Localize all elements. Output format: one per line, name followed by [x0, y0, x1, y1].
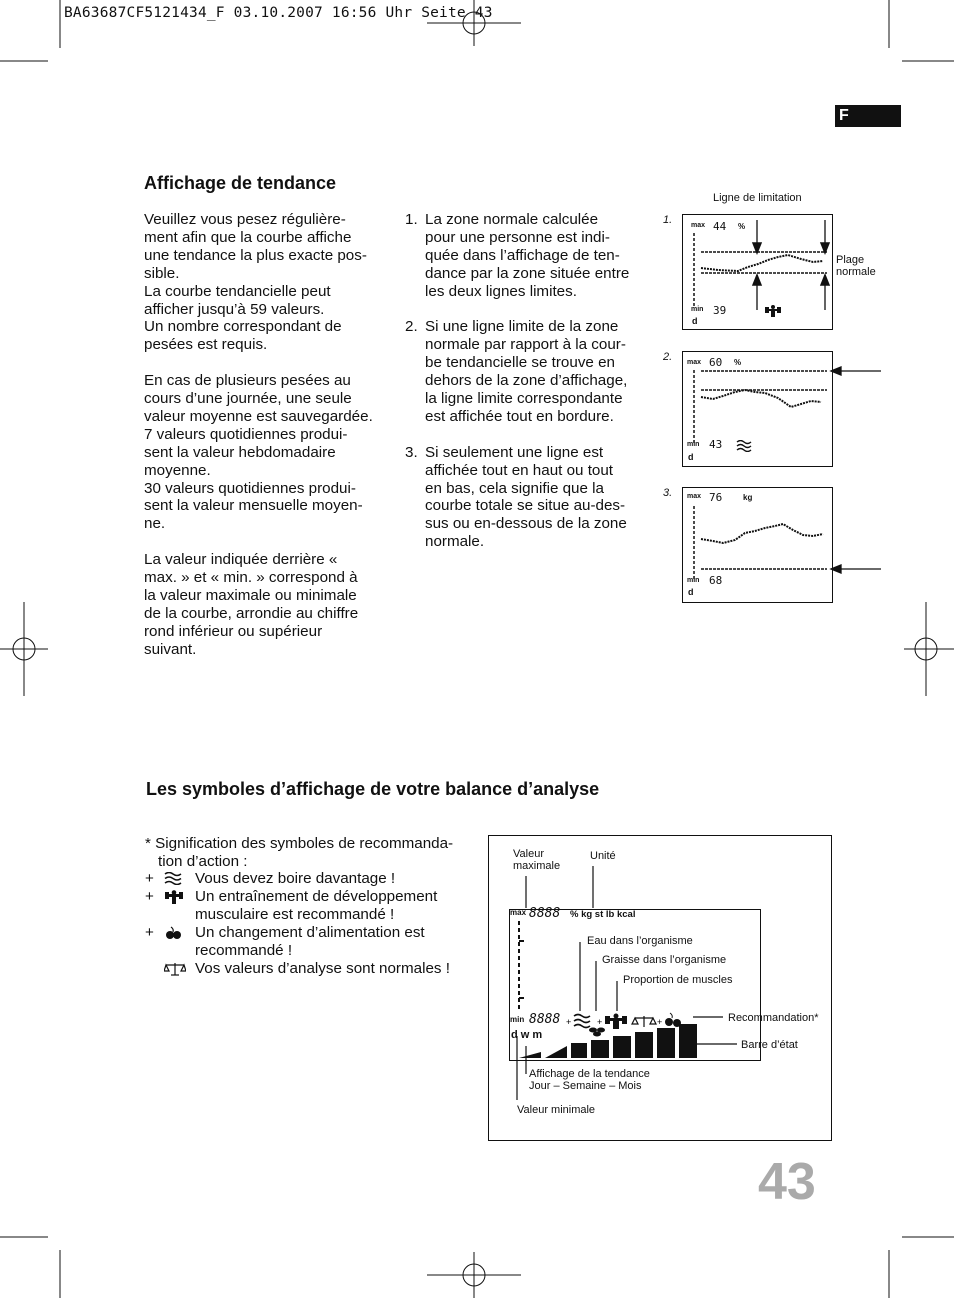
- body-line: La courbe tendancielle peut: [144, 282, 331, 300]
- lcd-min-digits: 8888: [529, 1012, 561, 1027]
- body-line: Veuillez vous pesez régulière-: [144, 211, 346, 228]
- list-item-line: normale.: [425, 533, 485, 551]
- symbol-list-item: [145, 960, 475, 978]
- symbol-line: recommandé !: [195, 941, 293, 959]
- list-item-number: 1.: [405, 211, 418, 228]
- body-line: En cas de plusieurs pesées au: [144, 372, 351, 390]
- lcd-fat-icon: [589, 1028, 605, 1037]
- list-item-line: sus ou en-dessous de la zone: [425, 515, 627, 533]
- label-recommandation: Recommandation*: [728, 1012, 819, 1024]
- symbols-list: [145, 870, 475, 977]
- symbol-line: Un changement d’alimentation est: [195, 923, 425, 941]
- fig1-max-value: 44: [713, 220, 727, 233]
- symbol-line: Vos valeurs d’analyse sont normales !: [195, 959, 450, 977]
- food-icon: [164, 926, 182, 945]
- fig1-number: 1.: [663, 214, 673, 226]
- fig2-unit: %: [734, 358, 742, 367]
- body-line: [144, 533, 384, 551]
- lcd-units: % kg st lb kcal: [570, 909, 636, 920]
- list-item-line: La zone normale calculée: [425, 211, 599, 228]
- fig1-day-label: d: [692, 316, 698, 326]
- trend-figure-1: [682, 214, 833, 330]
- label-muscles: Proportion de muscles: [623, 974, 733, 986]
- fig2-max-value: 60: [709, 356, 723, 369]
- section-title-tendance: Affichage de tendance: [144, 173, 337, 193]
- page-number: 43: [758, 1153, 816, 1211]
- list-item-number: 3.: [405, 443, 418, 461]
- label-normale: normale: [836, 266, 876, 278]
- body-line: afficher jusqu’à 59 valeurs.: [144, 300, 325, 318]
- body-line: Un nombre correspondant de: [144, 318, 342, 336]
- label-valeur-min: Valeur minimale: [517, 1104, 596, 1116]
- trend-figure-3: [682, 487, 833, 603]
- label-tendance-2: Jour – Semaine – Mois: [529, 1080, 642, 1092]
- trend-figure-2: [682, 351, 833, 467]
- list-item-line: dehors de la zone d’affichage,: [425, 372, 628, 390]
- fig3-day-label: d: [688, 587, 694, 597]
- muscle-icon: [164, 890, 184, 909]
- lcd-max-label: max: [510, 908, 527, 917]
- lcd-period-labels: d w m: [511, 1029, 543, 1041]
- body-line: de la courbe, arrondie au chiffre: [144, 604, 359, 622]
- body-line: [144, 354, 384, 372]
- list-item-number: 2.: [405, 318, 418, 336]
- fig3-unit: kg: [743, 493, 753, 502]
- tendance-numbered-list: [405, 211, 645, 551]
- list-item: [405, 211, 645, 301]
- list-item-line: Si seulement une ligne est: [425, 443, 604, 461]
- label-eau: Eau dans l’organisme: [587, 935, 693, 947]
- list-item: [405, 318, 645, 425]
- body-line: pesées est requis.: [144, 336, 268, 354]
- label-barre-etat: Barre d’état: [741, 1039, 798, 1051]
- body-line: une tendance la plus exacte pos-: [144, 246, 367, 264]
- body-line: 30 valeurs quotidiennes produi-: [144, 479, 356, 497]
- muscle-icon: [764, 304, 782, 318]
- list-item-line: dance par la zone située entre: [425, 264, 630, 282]
- list-item-line: affichée tout en haut ou tout: [425, 461, 614, 479]
- lcd-plus-2: +: [597, 1017, 603, 1027]
- lcd-max-digits: 8888: [529, 906, 561, 921]
- body-line: valeur moyenne est sauvegardée.: [144, 407, 373, 425]
- fig3-number: 3.: [663, 487, 673, 499]
- body-line: suivant.: [144, 640, 197, 658]
- fig2-min-label: min: [687, 441, 700, 448]
- body-line: cours d’une journée, une seule: [144, 390, 352, 408]
- fig2-max-label: max: [687, 359, 702, 366]
- list-item-line: quée dans l’affichage de ten-: [425, 246, 620, 264]
- lcd-balance-icon: [632, 1016, 656, 1027]
- body-line: sible.: [144, 264, 180, 282]
- tendance-body-text: [144, 211, 384, 659]
- label-unite: Unité: [590, 850, 616, 862]
- body-line: la valeur maximale ou minimale: [144, 587, 357, 604]
- label-valeur-max-1: Valeur: [513, 848, 544, 860]
- list-item: [405, 444, 645, 551]
- body-line: sent la valeur mensuelle moyen-: [144, 497, 363, 515]
- label-valeur-max-2: maximale: [513, 860, 561, 872]
- fig3-min-label: min: [687, 577, 700, 584]
- symbol-prefix: +: [145, 923, 154, 941]
- list-item-line: pour une personne est indi-: [425, 228, 610, 246]
- label-graisse: Graisse dans l’organisme: [602, 954, 727, 966]
- body-line: sent la valeur hebdomadaire: [144, 443, 336, 461]
- body-line: max. » et « min. » correspond à: [144, 569, 358, 587]
- list-item-line: les deux lignes limites.: [425, 282, 577, 300]
- balance-icon: [164, 962, 186, 981]
- lcd-muscle-icon: [605, 1014, 627, 1030]
- lcd-status-bar: [519, 1024, 697, 1058]
- symbol-list-item: [145, 888, 475, 924]
- display-diagram: [488, 835, 832, 1141]
- label-ligne-limitation: Ligne de limitation: [713, 192, 802, 204]
- fig3-max-label: max: [687, 493, 702, 500]
- body-line: ment afin que la courbe affiche: [144, 228, 352, 246]
- fig1-min-value: 39: [713, 304, 727, 317]
- label-tendance-1: Affichage de la tendance: [529, 1068, 650, 1080]
- symbols-intro-line1: * Signification des symboles de recommanda-: [145, 835, 454, 852]
- diagram-graphics: [489, 836, 833, 1142]
- list-item-line: normale par rapport à la cour-: [425, 336, 626, 354]
- symbol-line: Vous devez boire davantage !: [195, 870, 396, 887]
- symbol-list-item: [145, 870, 475, 888]
- print-header: BA63687CF5121434_F 03.10.2007 16:56 Uhr Seite 43: [64, 5, 493, 21]
- figure-arrows: [825, 360, 885, 580]
- body-line: 7 valeurs quotidiennes produi-: [144, 425, 348, 443]
- fig2-day-label: d: [688, 452, 694, 462]
- body-line: ne.: [144, 515, 166, 533]
- fig2-min-value: 43: [709, 438, 723, 451]
- fig1-unit: %: [738, 222, 746, 231]
- symbols-intro-line2: tion d’action :: [158, 853, 248, 870]
- fig2-number: 2.: [663, 351, 673, 363]
- lcd-food-icon: [665, 1013, 681, 1027]
- fig3-max-value: 76: [709, 491, 723, 504]
- fig1-min-label: min: [691, 306, 704, 313]
- list-item-line: courbe totale se situe au-des-: [425, 497, 626, 515]
- lcd-plus-3: +: [657, 1017, 663, 1027]
- body-line: La valeur indiquée derrière «: [144, 551, 338, 569]
- fig3-min-value: 68: [709, 574, 723, 587]
- lcd-water-icon: [574, 1015, 590, 1028]
- list-item-line: en bas, cela signifie que la: [425, 479, 604, 497]
- language-tab: F: [835, 105, 901, 127]
- symbol-line: musculaire est recommandé !: [195, 905, 395, 923]
- label-plage: Plage: [836, 254, 865, 266]
- symbol-prefix: +: [145, 870, 154, 887]
- symbol-list-item: [145, 924, 475, 960]
- list-item-line: Si une ligne limite de la zone: [425, 318, 619, 336]
- list-item-line: la ligne limite correspondante: [425, 390, 623, 408]
- symbol-line: Un entraînement de développement: [195, 887, 438, 905]
- body-line: moyenne.: [144, 461, 211, 479]
- lcd-min-label: min: [510, 1015, 525, 1024]
- list-item-line: be tendancielle se trouve en: [425, 354, 615, 372]
- section-title-symboles: Les symboles d’affichage de votre balance d’analyse: [146, 779, 600, 799]
- fig1-max-label: max: [691, 222, 706, 229]
- water-icon: [736, 440, 752, 452]
- list-item-line: est affichée tout en bordure.: [425, 407, 614, 425]
- body-line: rond inférieur ou supérieur: [144, 622, 323, 640]
- symbol-prefix: +: [145, 887, 154, 905]
- lcd-plus-1: +: [566, 1017, 572, 1027]
